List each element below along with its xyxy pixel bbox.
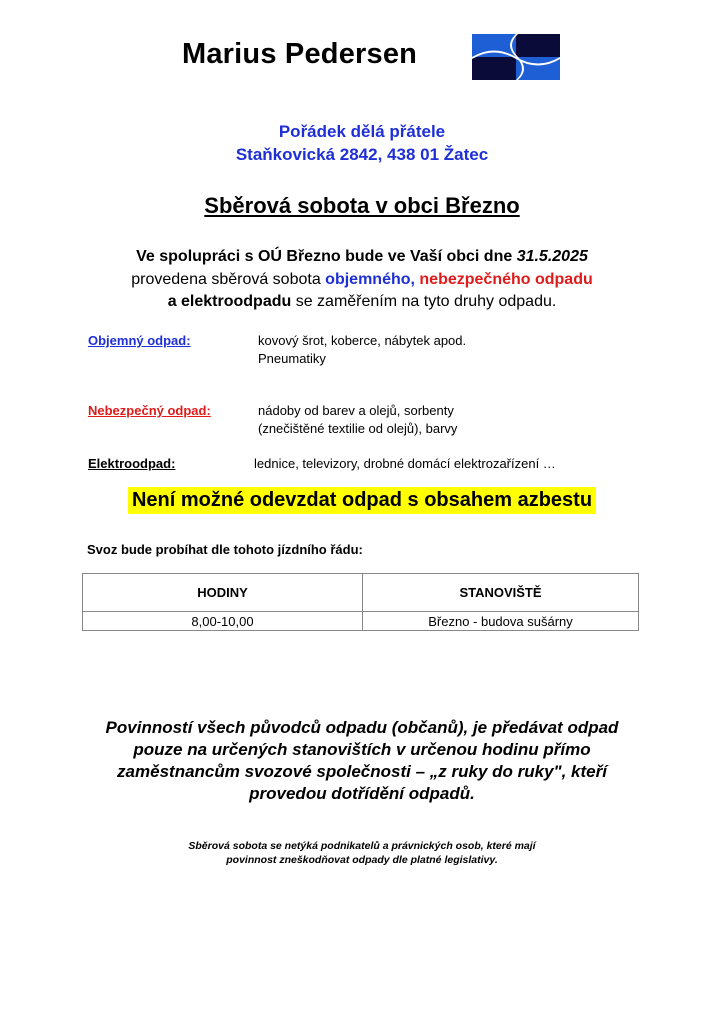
company-address: Staňkovická 2842, 438 01 Žatec [235,145,489,164]
category-desc-hazardous: nádoby od barev a olejů, sorbenty (znečištěné textilie od olejů), barvy [258,403,458,436]
event-date: 31.5.2025 [516,248,588,265]
intro-line-3: a elektroodpadu se zaměřením na tyto druhy odpadu. [167,293,557,310]
category-label-electro: Elektroodpad: [88,456,176,471]
column-header-location: STANOVIŠTĚ [363,574,639,612]
marius-pedersen-checkered-logo-icon [472,34,560,80]
category-desc-electro: lednice, televizory, drobné domácí elektrozařízení … [254,456,556,471]
category-label-bulky: Objemný odpad: [88,333,191,348]
page-title: Sběrová sobota v obci Březno [204,193,520,218]
bulky-waste-highlight: objemného, [325,271,415,288]
cell-hours: 8,00-10,00 [83,612,363,631]
intro-line-2: provedena sběrová sobota objemného, nebezpečného odpadu [131,271,593,288]
hazardous-waste-highlight: nebezpečného odpadu [414,271,593,288]
category-label-hazardous: Nebezpečný odpad: [88,403,211,418]
schedule-intro: Svoz bude probíhat dle tohoto jízdního řádu: [87,542,363,557]
footnote: Sběrová sobota se netýká podnikatelů a právnických osob, které mají povinnost zneškodňovat odpady dle platné legislativy. [188,840,536,866]
asbestos-notice-wrapper [0,487,724,514]
column-header-hours: HODINY [83,574,363,612]
intro-line-1: Ve spolupráci s OÚ Březno bude ve Vaší obci dne 31.5.2025 [136,248,588,265]
obligation-paragraph: Povinností všech původců odpadu (občanů), je předávat odpad pouze na určených stanovištích v určenou hodinu přímo zaměstnancům svozové společnosti – „z ruky do ruky", kteří provedou dotřídění odpadů. [105,718,619,803]
table-header-row [83,574,639,612]
asbestos-notice: Není možné odevzdat odpad s obsahem azbestu [128,487,596,514]
company-name: Marius Pedersen [182,38,418,70]
slogan: Pořádek dělá přátele [278,122,446,141]
table-row [83,612,639,631]
schedule-table [82,573,639,631]
category-desc-bulky: kovový šrot, koberce, nábytek apod. Pneumatiky [258,333,467,366]
cell-location: Březno - budova sušárny [363,612,639,631]
